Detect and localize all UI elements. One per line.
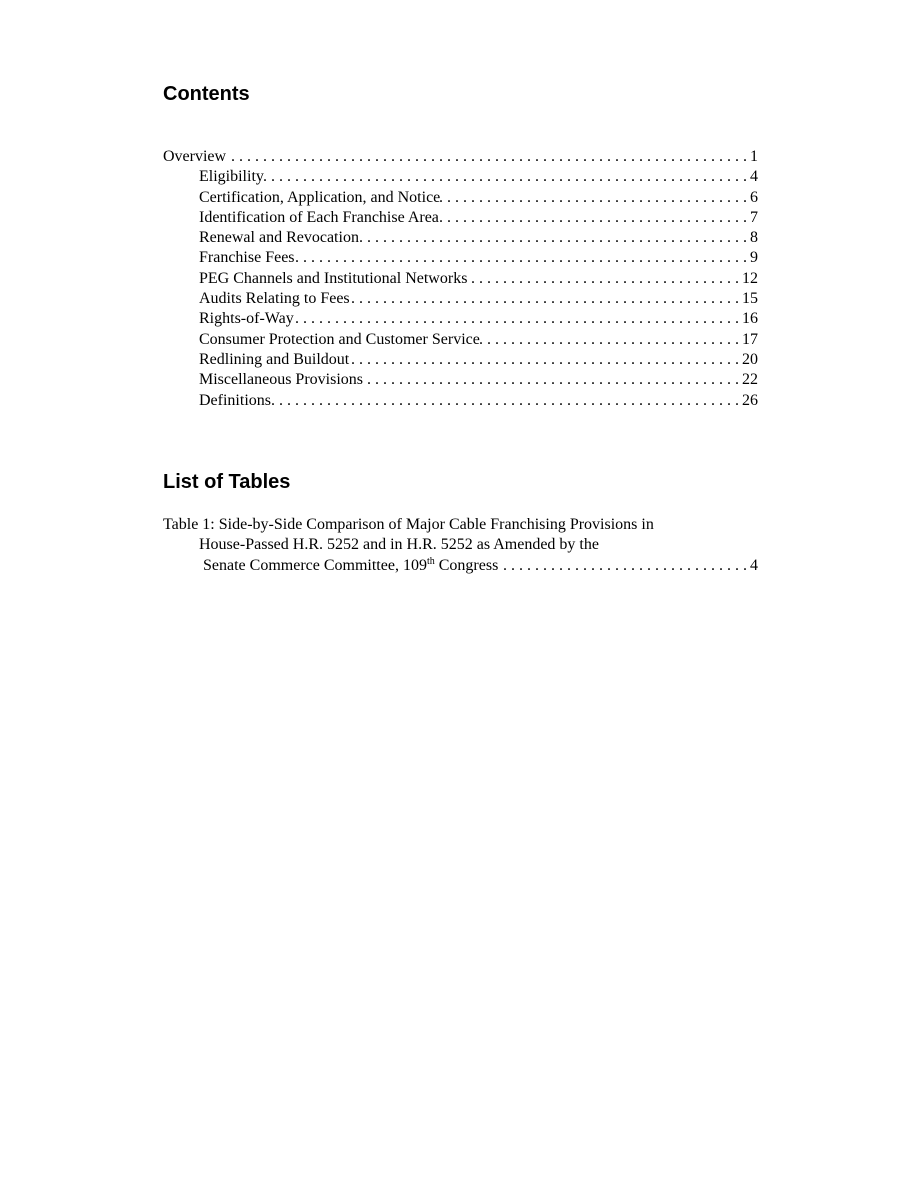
dot-leader — [363, 370, 739, 390]
toc-entry-page: 4 — [750, 168, 758, 186]
toc-entry[interactable] — [163, 248, 758, 268]
dot-leader — [349, 350, 739, 370]
toc-entry-page: 26 — [742, 391, 758, 409]
dot-leader — [467, 269, 739, 289]
toc-entry-title: Identification of Each Franchise Area — [199, 208, 439, 226]
toc-entry[interactable] — [163, 188, 758, 208]
toc-entry-page: 17 — [742, 330, 758, 348]
toc-entry[interactable] — [163, 269, 758, 289]
list-of-tables-heading: List of Tables — [163, 471, 291, 493]
dot-leader — [295, 248, 747, 268]
toc-entry-page: 9 — [750, 249, 758, 267]
toc-entry[interactable] — [163, 391, 758, 411]
toc-entry-title: Rights-of-Way — [199, 310, 294, 328]
toc-entry[interactable] — [163, 147, 758, 167]
dot-leader — [350, 289, 739, 309]
toc-entry[interactable] — [163, 309, 758, 329]
dot-leader — [264, 167, 747, 187]
toc-entry[interactable] — [163, 350, 758, 370]
toc-entry-page: 12 — [742, 269, 758, 287]
contents-heading: Contents — [163, 83, 250, 105]
toc-entry-title: Overview — [163, 148, 227, 165]
table-entry-superscript: th — [426, 555, 435, 567]
dot-leader — [294, 309, 739, 329]
table-of-contents — [163, 147, 758, 411]
toc-entry-page: 16 — [742, 310, 758, 328]
toc-entry[interactable] — [163, 330, 758, 350]
dot-leader — [359, 228, 747, 248]
toc-entry-page: 7 — [750, 208, 758, 226]
dot-leader — [440, 188, 747, 208]
toc-entry-page: 8 — [750, 229, 758, 247]
toc-entry-title: PEG Channels and Institutional Networks — [199, 269, 468, 287]
toc-entry-page: 20 — [742, 350, 758, 368]
toc-entry-title: Certification, Application, and Notice — [199, 188, 441, 206]
dot-leader — [226, 147, 747, 167]
toc-entry-title: Renewal and Revocation — [199, 229, 359, 247]
dot-leader — [498, 556, 747, 576]
list-of-tables — [163, 515, 758, 576]
dot-leader — [439, 208, 747, 228]
dot-leader — [480, 330, 739, 350]
table-entry-line-3-suffix: Congress — [434, 556, 499, 574]
toc-entry-title: Audits Relating to Fees — [199, 290, 350, 308]
toc-entry[interactable] — [163, 208, 758, 228]
table-entry-line-2: House-Passed H.R. 5252 and in H.R. 5252 as Amended by the — [199, 536, 599, 554]
toc-entry-title: Redlining and Buildout — [199, 350, 350, 368]
toc-entry[interactable] — [163, 289, 758, 309]
toc-entry[interactable] — [163, 370, 758, 390]
table-entry-line-3 — [163, 556, 758, 576]
table-entry-page: 4 — [750, 556, 758, 574]
toc-entry-page: 15 — [742, 290, 758, 308]
table-entry[interactable] — [163, 515, 758, 576]
toc-entry[interactable] — [163, 167, 758, 187]
toc-entry-page: 1 — [750, 148, 758, 165]
toc-entry-title: Eligibility — [199, 168, 264, 186]
table-entry-line-3-title — [203, 556, 498, 576]
toc-entry-page: 22 — [742, 371, 758, 389]
table-entry-line-1: Table 1: Side-by-Side Comparison of Major Cable Franchising Provisions in — [163, 516, 654, 533]
dot-leader — [271, 391, 739, 411]
table-entry-line-3-prefix: Senate Commerce Committee, 109 — [203, 556, 427, 574]
toc-entry-title: Definitions — [199, 391, 271, 409]
toc-entry-title: Consumer Protection and Customer Service — [199, 330, 480, 348]
toc-entry-page: 6 — [750, 188, 758, 206]
toc-entry-title: Miscellaneous Provisions — [199, 371, 363, 389]
toc-entry[interactable] — [163, 228, 758, 248]
toc-entry-title: Franchise Fees — [199, 249, 295, 267]
